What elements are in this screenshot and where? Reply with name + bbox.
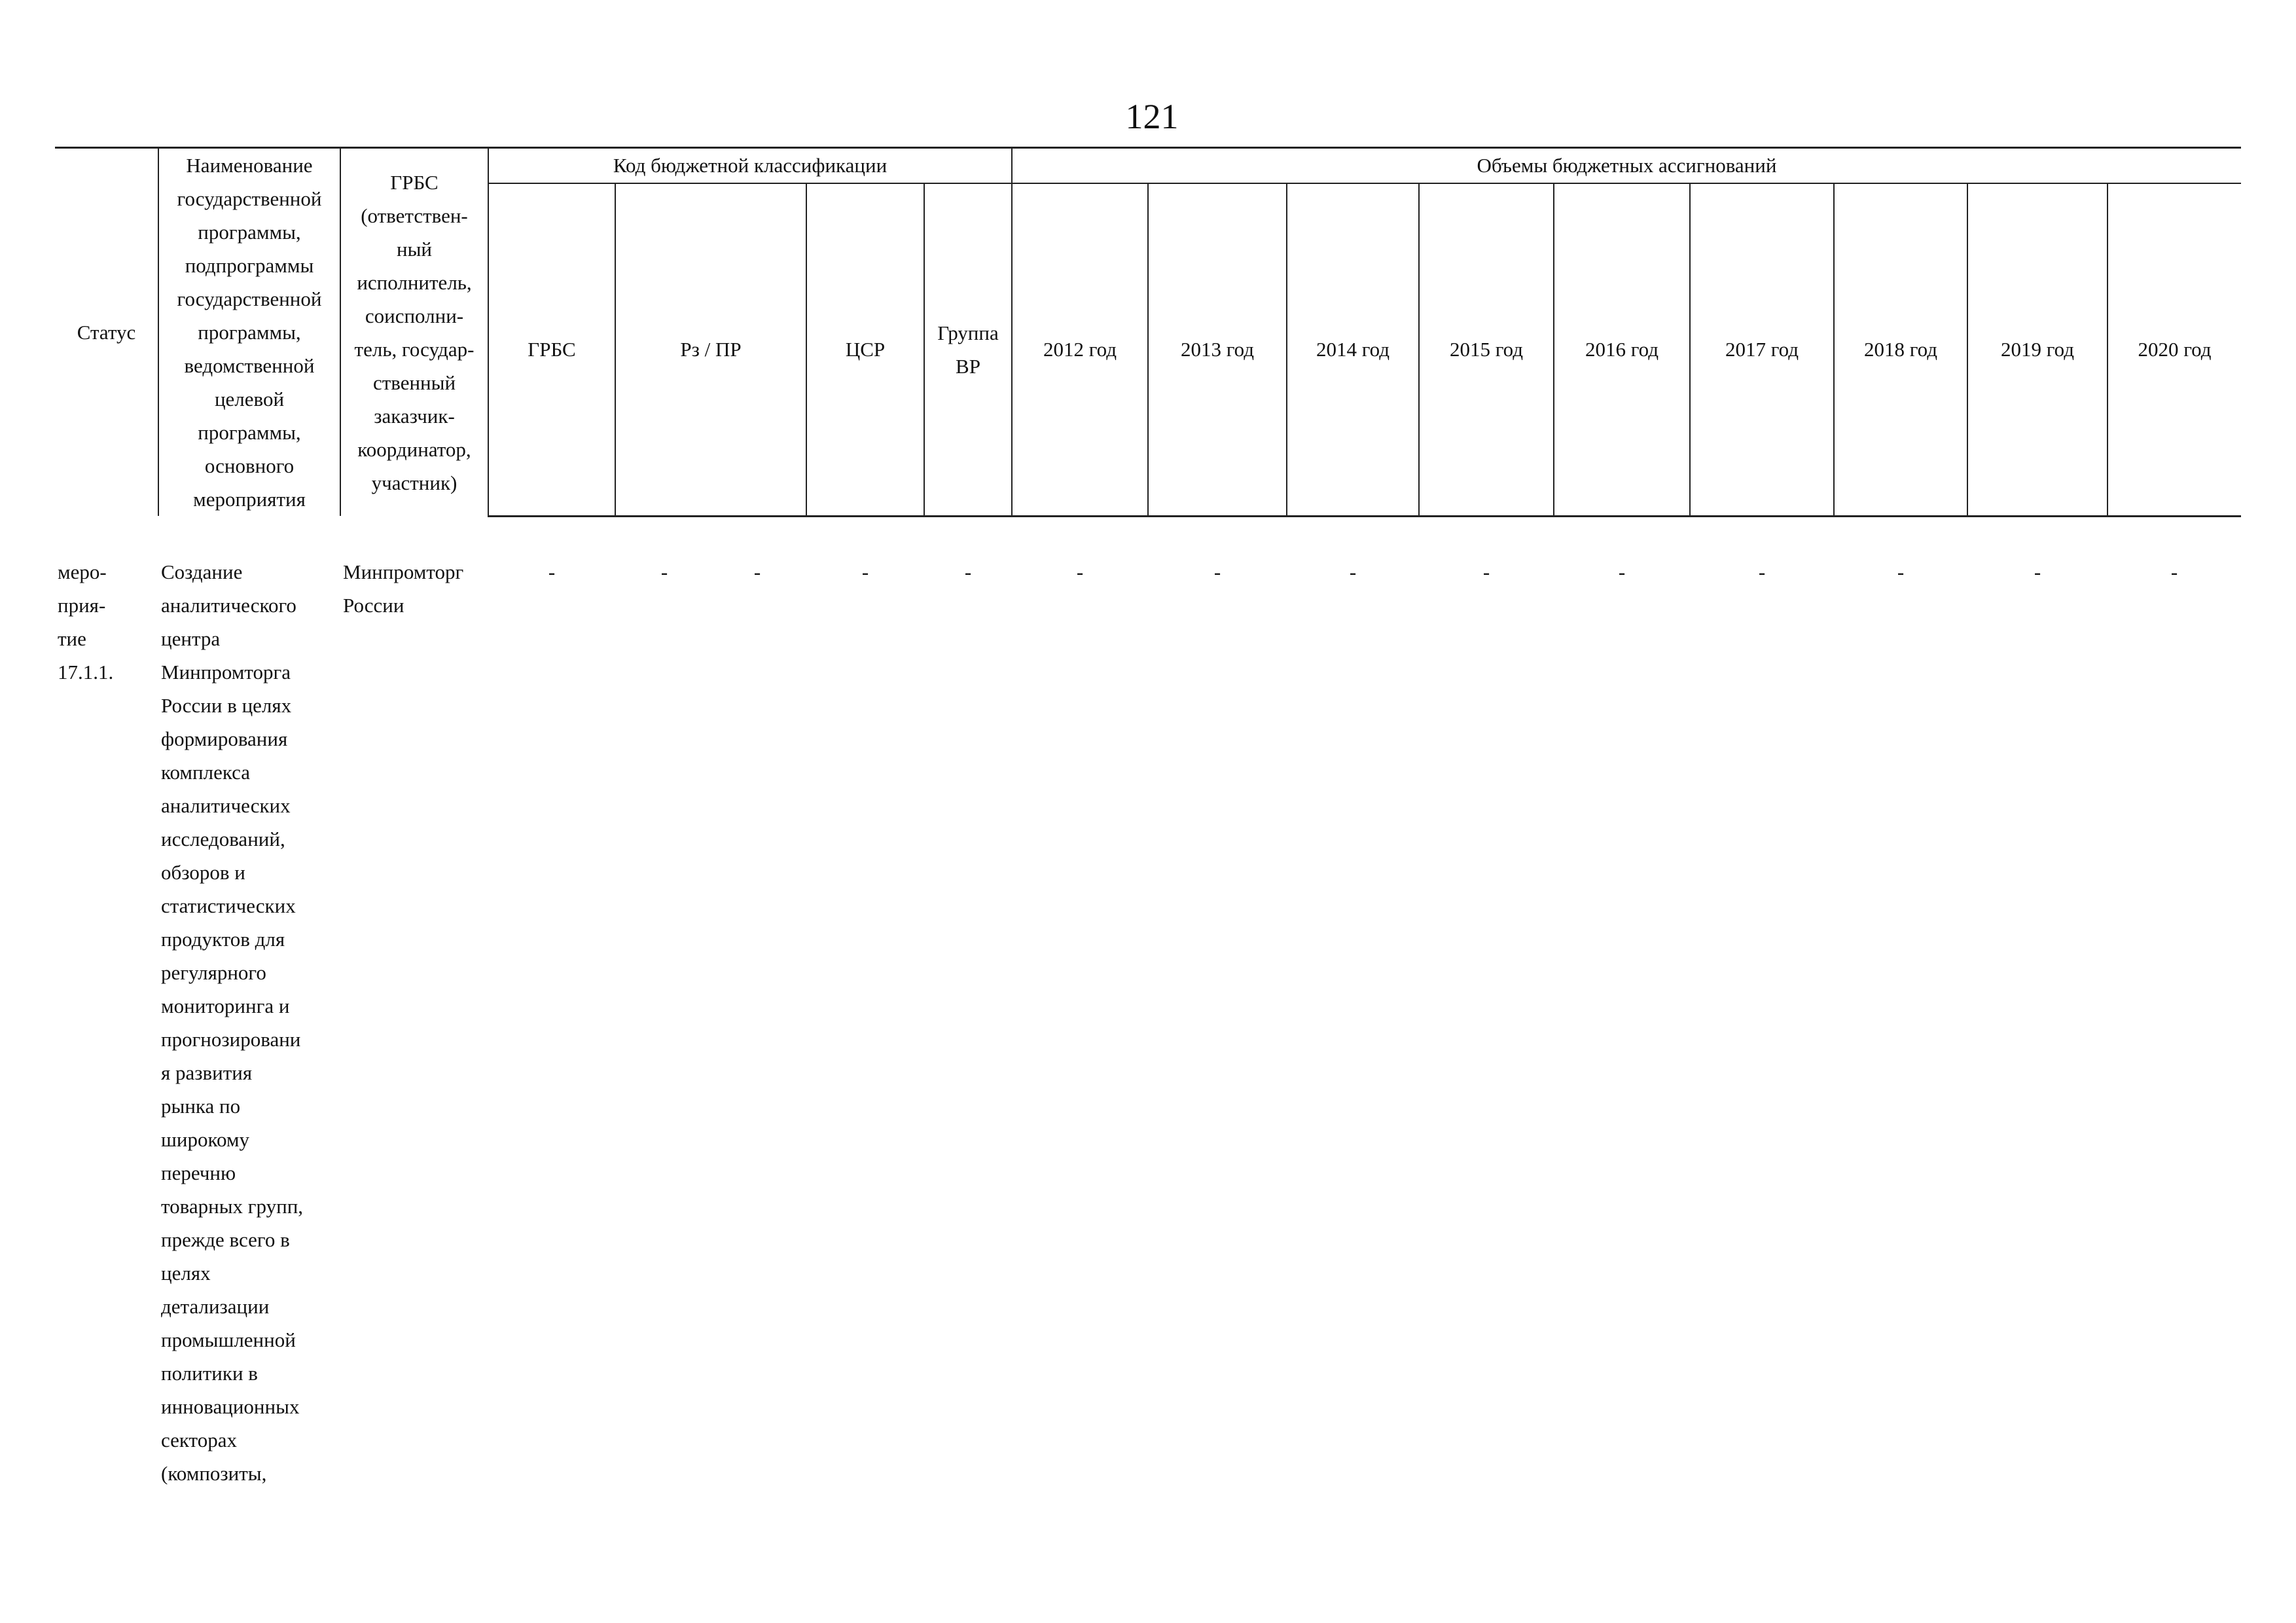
header-status: Статус <box>55 148 158 517</box>
header-year-2014: 2014 год <box>1287 183 1419 516</box>
cell-pr: - <box>753 560 761 583</box>
header-year-2013: 2013 год <box>1148 183 1287 516</box>
page-number: 121 <box>1125 97 1179 136</box>
cell-2017: - <box>1758 560 1766 583</box>
cell-2019: - <box>2034 560 2041 583</box>
header-year-2019: 2019 год <box>1967 183 2108 516</box>
cell-2015: - <box>1482 560 1490 583</box>
budget-table <box>55 147 2241 1490</box>
cell-2012: - <box>1076 560 1084 583</box>
header-year-2015: 2015 год <box>1419 183 1554 516</box>
cell-grbs-code: - <box>548 560 556 583</box>
cell-2013: - <box>1213 560 1221 583</box>
row-spacer <box>55 516 2241 555</box>
cell-rz: - <box>660 560 668 583</box>
header-grbs-executor: ГРБС (ответствен- ный исполнитель, соисполни- тель, государ- ственный заказчик- координатор, участник) <box>340 148 488 517</box>
header-year-2016: 2016 год <box>1554 183 1690 516</box>
cell-2020: - <box>2170 560 2178 583</box>
header-vr-group: Группа ВР <box>924 183 1012 516</box>
header-csr: ЦСР <box>806 183 924 516</box>
header-budget-volume-group: Объемы бюджетных ассигнований <box>1012 148 2241 183</box>
cell-csr: - <box>861 560 869 583</box>
header-year-2012: 2012 год <box>1012 183 1148 516</box>
cell-vr: - <box>964 560 972 583</box>
header-budget-code-group: Код бюджетной классификации <box>488 148 1012 183</box>
header-year-2020: 2020 год <box>2108 183 2241 516</box>
header-grbs-code: ГРБС <box>488 183 615 516</box>
cell-program-name: Создание аналитического центра Минпромторга России в целях формирования комплекса аналитических исследований, обзоров и статистических продуктов для регулярного мониторинга и прогнозировани я развития рынка по широкому перечню товарных групп, прежде всего в целях детализации промышленной политики в инновационных секторах (композиты, <box>161 560 304 1485</box>
table-row <box>55 555 2241 1490</box>
cell-2014: - <box>1349 560 1357 583</box>
cell-rz-pr <box>615 555 806 1490</box>
header-year-2018: 2018 год <box>1834 183 1967 516</box>
cell-2016: - <box>1618 560 1626 583</box>
cell-2018: - <box>1897 560 1905 583</box>
header-program-name: Наименование государственной программы, подпрограммы государственной программы, ведомственной целевой программы, основного мероприятия <box>158 148 340 517</box>
cell-grbs-executor: Минпромторг России <box>343 560 464 617</box>
cell-status: меро- прия- тие 17.1.1. <box>58 560 114 684</box>
header-rz-pr: Рз / ПР <box>615 183 806 516</box>
header-year-2017: 2017 год <box>1690 183 1834 516</box>
